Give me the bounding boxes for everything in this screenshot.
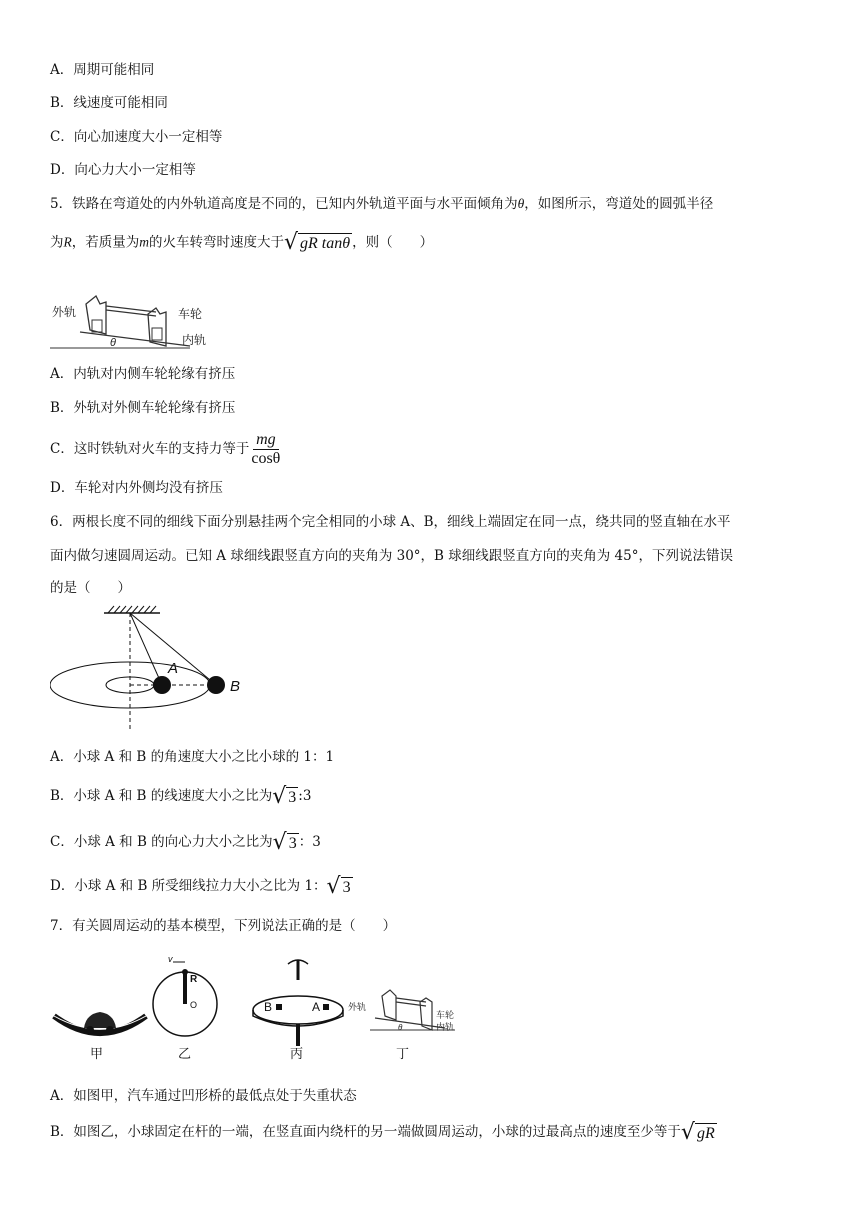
ball-a (153, 676, 171, 694)
q5-option-c: C．这时铁轨对火车的支持力等于 $\frac{mg}{\cos\theta}$ (50, 431, 281, 467)
fig-ding-inner-rail: 内轨 (436, 1022, 455, 1032)
q5-stem-line1: 5．铁路在弯道处的内外轨道高度是不同的，已知内外轨道平面与水平面倾角为θ，如图所示，弯道处的圆弧半径 (50, 196, 714, 212)
q5-option-b: B．外轨对外侧车轮轮缘有挤压 (50, 400, 236, 416)
q6-stem-line2: 面内做匀速圆周运动。已知 A 球细线跟竖直方向的夹角为 30°，B 球细线跟竖直方向的夹角为 45°，下列说法错误 (50, 548, 733, 564)
q5-sqrt-expression: √ gR tanθ (284, 230, 351, 255)
q5-fraction: $\frac{mg}{\cos\theta}$ (251, 431, 281, 467)
q6-option-d: D．小球 A 和 B 所受细线拉力大小之比为 1： √ 3 (50, 873, 351, 899)
fig-bing-a: A (312, 1000, 321, 1014)
q5-stem-line2: 为R，若质量为m的火车转弯时速度大于 √ gR tanθ ，则（ ） (50, 230, 434, 255)
ball-b-label: B (230, 678, 241, 695)
ball-b (207, 676, 225, 694)
q6-option-a: A．小球 A 和 B 的角速度大小之比小球的 1：1 (50, 749, 335, 765)
caption-bing: 丙 (290, 1046, 304, 1061)
caption-jia: 甲 (90, 1046, 104, 1061)
q6-option-c: C．小球 A 和 B 的向心力大小之比为 √ 3 ：3 (50, 829, 321, 855)
q4-option-d: D．向心力大小一定相等 (50, 162, 196, 178)
q5-wheel-label: 车轮 (178, 307, 203, 321)
fig-bing-b: B (264, 1000, 273, 1014)
q7-option-b: B．如图乙，小球固定在杆的一端，在竖直面内绕杆的另一端做圆周运动，小球的过最高点的速度至少等于 √ gR (50, 1119, 715, 1145)
q5-outer-rail-label: 外轨 (52, 305, 77, 319)
q6-stem-line1: 6．两根长度不同的细线下面分别悬挂两个完全相同的小球 A、B，细线上端固定在同一点，绕共同的竖直轴在水平 (50, 514, 731, 530)
q7-figures (50, 950, 470, 1068)
ball-a-label: A (168, 660, 179, 677)
q6-stem-line3: 的是（ ） (50, 580, 131, 596)
q4-option-b: B．线速度可能相同 (50, 95, 168, 111)
q7-stem: 7．有关圆周运动的基本模型，下列说法正确的是（ ） (50, 918, 397, 934)
fig-ding-angle: θ (398, 1023, 403, 1032)
q4-option-a: A．周期可能相同 (50, 62, 155, 78)
q6-option-b: B．小球 A 和 B 的线速度大小之比为 √ 3 :3 (50, 783, 312, 809)
q4-option-c: C．向心加速度大小一定相等 (50, 129, 223, 145)
fig-yi-r: R (190, 974, 198, 985)
q6-pendulum-figure (50, 603, 300, 731)
q5-inner-rail-label: 内轨 (182, 333, 207, 347)
q5-option-a: A．内轨对内侧车轮轮缘有挤压 (50, 366, 236, 382)
fig-yi-o: O (190, 1000, 198, 1010)
fig-ding-wheel: 车轮 (436, 1010, 455, 1020)
q5-option-d: D．车轮对内外侧均没有挤压 (50, 480, 223, 496)
caption-ding: 丁 (396, 1046, 410, 1061)
fig-ding-outer-rail: 外轨 (348, 1002, 367, 1012)
q5-angle-label: θ (110, 337, 116, 349)
q7-option-a: A．如图甲，汽车通过凹形桥的最低点处于失重状态 (50, 1088, 357, 1104)
caption-yi: 乙 (178, 1046, 192, 1061)
q5-rail-figure (50, 282, 220, 354)
fig-yi-v: v (168, 954, 173, 964)
